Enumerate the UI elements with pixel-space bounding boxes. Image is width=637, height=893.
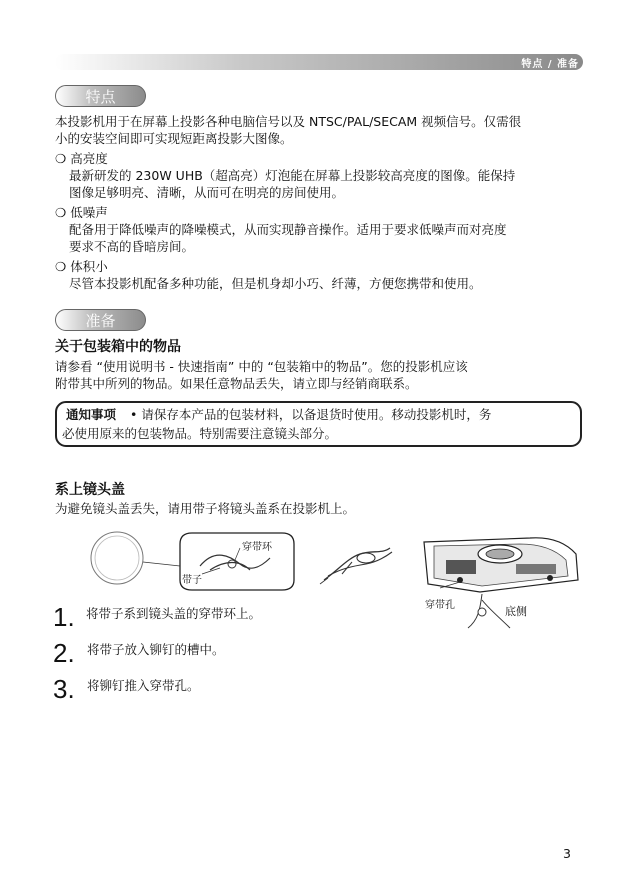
package-heading: 关于包装箱中的物品: [55, 339, 181, 355]
notice-line-1: [66, 406, 491, 423]
feature-desc-line: 尽管本投影机配备多种功能，但是机身却小巧、纤薄，方便您携带和使用。: [69, 276, 482, 291]
prep-section-title: 准备: [55, 309, 146, 331]
feature-item-compact: [55, 258, 108, 275]
features-section-title: 特点: [55, 85, 146, 107]
section-title: 特点 / 准备: [521, 59, 579, 70]
feature-desc-line: 要求不高的昏暗房间。: [69, 239, 195, 254]
circle-bullet-icon: ❍: [55, 259, 67, 274]
feature-item-low-noise: [55, 204, 108, 221]
step-number: 3.: [53, 674, 75, 704]
notice-bullet-icon: •: [130, 407, 138, 422]
features-intro-line-1: 本投影机用于在屏幕上投影各种电脑信号以及 NTSC/PAL/SECAM 视频信号。仅需很: [55, 114, 522, 129]
feature-title: 高亮度: [70, 151, 108, 166]
feature-desc-line: 最新研发的 230W UHB（超高亮）灯泡能在屏幕上投影较高亮度的图像。能保持: [69, 168, 516, 183]
feature-item-brightness: [55, 150, 108, 167]
feature-desc-line: 图像足够明亮、清晰，从而可在明亮的房间使用。: [69, 185, 345, 200]
circle-bullet-icon: ❍: [55, 205, 67, 220]
features-intro-line-2: 小的安装空间即可实现短距离投影大图像。: [55, 131, 293, 146]
strap-hole-label: 穿带孔: [425, 600, 455, 611]
lens-cap-intro: 为避免镜头盖丢失，请用带子将镜头盖系在投影机上。: [55, 501, 356, 516]
feature-title: 低噪声: [70, 205, 108, 220]
step-number: 1.: [53, 602, 75, 632]
lens-cap-heading: 系上镜头盖: [55, 482, 125, 498]
package-line-1: 请参看 “使用说明书 - 快速指南” 中的 “包装箱中的物品”。您的投影机应该: [55, 359, 468, 374]
strap-loop-label: 穿带环: [242, 542, 272, 553]
feature-title: 体积小: [70, 259, 108, 274]
header-bar: [55, 54, 583, 70]
strap-label: 带子: [182, 575, 202, 586]
strap-rivet-illustration: [318, 540, 398, 585]
projector-bottom-illustration: [420, 536, 582, 636]
package-line-2: 附带其中所列的物品。如果任意物品丢失，请立即与经销商联系。: [55, 376, 418, 391]
circle-bullet-icon: ❍: [55, 151, 67, 166]
step-text: 将带子放入铆钉的槽中。: [87, 642, 225, 657]
page-number: 3: [563, 846, 571, 861]
feature-desc-line: 配备用于降低噪声的降噪模式，从而实现静音操作。适用于要求低噪声而对亮度: [69, 222, 507, 237]
notice-line-2: 必使用原来的包装物品。特别需要注意镜头部分。: [62, 426, 338, 441]
step-number: 2.: [53, 638, 75, 668]
bottom-side-label: 底侧: [505, 605, 527, 618]
notice-text: 请保存本产品的包装材料，以备退货时使用。移动投影机时，务: [141, 407, 492, 422]
notice-label: 通知事项: [66, 407, 117, 422]
step-text: 将铆钉推入穿带孔。: [87, 678, 200, 693]
step-text: 将带子系到镜头盖的穿带环上。: [86, 606, 262, 621]
